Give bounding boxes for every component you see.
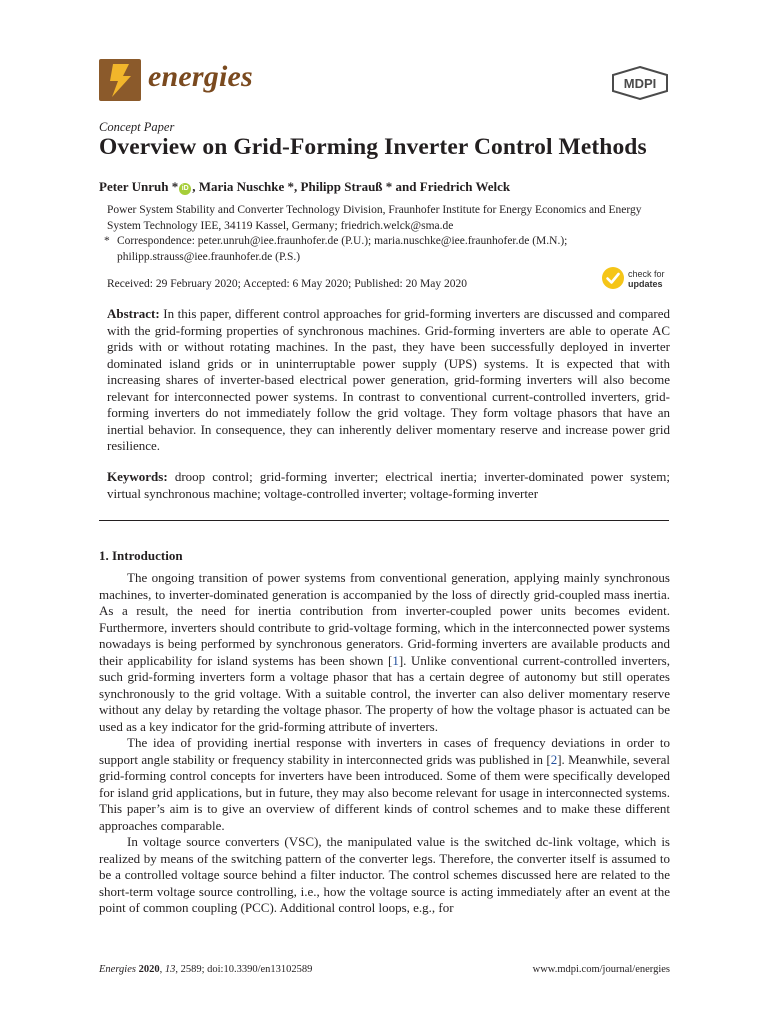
citation-link[interactable]: 1 <box>392 652 399 668</box>
orcid-icon[interactable]: iD <box>179 183 191 195</box>
journal-logo <box>99 59 141 101</box>
body-text <box>99 570 670 917</box>
affiliation: Power System Stability and Converter Technology Division, Fraunhofer Institute for Energy Economics and Energy System Technology IEE, 34119 Kassel, Germany; friedrich.welck@sma.de <box>107 204 642 232</box>
section-heading: 1. Introduction <box>99 548 183 563</box>
paragraph-text: The ongoing transition of power systems from conventional generation, applying mainly synchronous machines, to inverter-dominated generation is accompanied by the loss of directly grid-coupled mass inertia. As a result, the need for inertia contribution from inverter-coupled power units becomes evident. Furthermore, inverters should contribute to grid-voltage forming, which in the interconnected power systems nowadays is being performed by synchronous generators. Grid-forming inverters are available products and their applicability for island systems has been shown [ <box>99 570 670 668</box>
abstract <box>107 306 670 455</box>
citation-link[interactable]: 2 <box>550 751 558 767</box>
publisher-name: MDPI <box>623 76 657 91</box>
mdpi-logo[interactable] <box>611 66 669 100</box>
publication-dates: Received: 29 February 2020; Accepted: 6 May 2020; Published: 20 May 2020 <box>107 278 467 290</box>
footer-journal: Energies <box>99 964 136 975</box>
footer-citation: Energies 2020, 13, 2589; doi:10.3390/en13102589 <box>99 964 313 975</box>
correspondence: Correspondence: peter.unruh@iee.fraunhofer.de (P.U.); maria.nuschke@iee.fraunhofer.de (M.N.); philipp.strauss@iee.fraunhofer.de (P.S.) <box>117 235 568 263</box>
journal-name: energies <box>148 60 253 93</box>
check-updates-line2: updates <box>628 279 663 289</box>
keywords-text: droop control; grid-forming inverter; electrical inertia; inverter-dominated power system; virtual synchronous machine; voltage-controlled inverter; voltage-forming inverter <box>107 469 670 501</box>
check-updates-icon <box>601 266 625 290</box>
paragraph: In voltage source converters (VSC), the manipulated value is the switched dc-link voltage, which is realized by means of the switching pattern of the converter legs. Therefore, the converter itself is assumed to be a controlled voltage source behind a filter inductor. The control schemes discussed here are related to the short-term voltage source controlling, i.e., how the voltage source is acting immediately after an event at the point of common coupling (PCC). Additional control loops, e.g., for <box>99 834 670 915</box>
section-divider <box>99 520 669 521</box>
correspondence-marker: * <box>104 235 110 247</box>
paragraph-text: ]. Unlike conventional current-controlled inverters, such grid-forming inverters form a voltage phasor that has a certain degree of autonomy but still operates synchronously to the grid voltage. With a suitable control, the inverter can also deliver momentary reserve without any delay by retarding the voltage phasor. The property of how the voltage phasor is actuated can be used as a key indicator for the grid-forming attribute of inverters. <box>99 652 670 734</box>
lightning-bolt-icon <box>99 59 141 101</box>
paragraph-text: The idea of providing inertial response with inverters in cases of frequency deviations in order to support angle stability or frequency stability in interconnected grids was published in [ <box>99 735 670 767</box>
paragraph-text: ]. Meanwhile, several grid-forming control concepts for inverters have been introduced. Some of them were specifically developed for island grid applications, but in future, they may also become relevant for usage in interconnected systems. This paper’s aim is to give an overview of different kinds of control schemes and to make these different approaches comparable. <box>99 751 670 833</box>
abstract-text: In this paper, different control approaches for grid-forming inverters are discussed and compared with the grid-forming properties of synchronous machines. Grid-forming inverters are able to operate AC grids with or without rotating machines. In the past, they have been successfully deployed in inverter dominated island grids or in uninterruptable power supply (UPS) systems. It is expected that with increasing shares of inverter-based electrical power generation, grid-forming inverters will also become relevant for interconnected power systems. In contrast to conventional current-controlled inverters, grid-forming inverters do not immediately follow the grid voltage. They form voltage phasors that have an inertial behavior. In consequence, they can inherently deliver momentary reserve and increase power grid resilience. <box>107 306 671 453</box>
article-type: Concept Paper <box>99 120 175 134</box>
footer-doi[interactable]: , 2589; doi:10.3390/en13102589 <box>175 964 313 975</box>
paragraph <box>99 570 670 735</box>
footer-year: 2020 <box>138 964 160 975</box>
keywords-label: Keywords: <box>107 469 168 484</box>
paper-title: Overview on Grid-Forming Inverter Control Methods <box>99 134 647 160</box>
abstract-label: Abstract: <box>107 306 160 321</box>
author-list <box>99 179 510 195</box>
footer-volume: 13 <box>164 964 176 975</box>
check-for-updates-button[interactable] <box>601 266 673 292</box>
author-name: Peter Unruh * <box>99 179 179 194</box>
check-updates-line1: check for <box>628 269 665 279</box>
author-names-rest: , Maria Nuschke *, Philipp Strauß * and Friedrich Welck <box>192 179 511 194</box>
footer-url[interactable]: www.mdpi.com/journal/energies <box>532 964 670 975</box>
paragraph <box>99 735 670 834</box>
keywords <box>107 469 670 502</box>
